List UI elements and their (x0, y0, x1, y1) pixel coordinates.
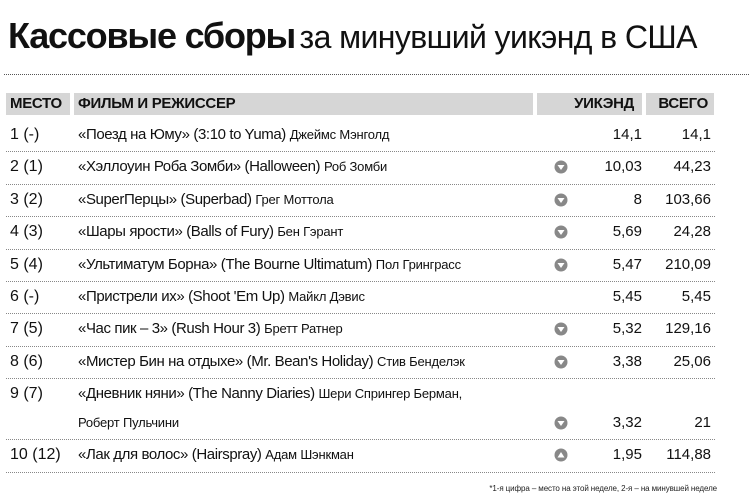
trend-down-icon (554, 225, 568, 239)
trend-down-icon (554, 160, 568, 174)
film-director: Грег Моттола (255, 191, 334, 207)
film-director: Адам Шэнкман (265, 447, 354, 463)
header-film: ФИЛЬМ И РЕЖИССЕР (74, 93, 533, 115)
cell-place: 7 (5) (10, 320, 43, 338)
film-title: «Дневник няни» (The Nanny Diaries) (78, 385, 315, 403)
cell-total: 24,28 (673, 223, 711, 241)
header-place: МЕСТО (6, 93, 70, 115)
cell-total: 129,16 (665, 320, 711, 338)
cell-total: 44,23 (673, 158, 711, 176)
trend-down-icon (554, 355, 568, 369)
cell-film (78, 185, 548, 215)
title-bold: Кассовые сборы (8, 15, 296, 56)
table-row (6, 379, 715, 440)
table-row (6, 347, 715, 379)
cell-total: 5,45 (681, 287, 711, 305)
cell-film (78, 379, 548, 437)
table-row (6, 250, 715, 282)
table-body (0, 120, 753, 473)
cell-total: 210,09 (665, 255, 711, 273)
trend-down-icon (554, 193, 568, 207)
film-director: Роб Зомби (323, 159, 388, 175)
cell-film (78, 440, 548, 470)
trend-down-icon (554, 258, 568, 272)
cell-total: 14,1 (681, 126, 711, 143)
trend-down-icon (554, 322, 568, 336)
table-row (6, 185, 715, 217)
cell-weekend: 5,47 (612, 255, 642, 273)
film-director-continued: Роберт Пульчини (78, 415, 179, 431)
film-director: Джеймс Мэнголд (289, 127, 390, 142)
cell-weekend: 3,32 (612, 414, 642, 432)
cell-film (78, 217, 548, 247)
cell-film (78, 347, 548, 377)
film-director: Стив Бенделэк (377, 353, 465, 369)
film-director: Майкл Дэвис (288, 288, 365, 304)
film-title: «Пристрели их» (Shoot 'Em Up) (78, 287, 285, 305)
cell-place: 10 (12) (10, 446, 61, 464)
film-title: «Мистер Бин на отдыхе» (Mr. Bean's Holiday) (78, 352, 374, 370)
table-row (6, 152, 715, 184)
cell-weekend: 10,03 (604, 158, 642, 176)
film-title: «Ультиматум Борна» (The Bourne Ultimatum) (78, 255, 373, 273)
header-weekend: УИКЭНД (537, 93, 642, 115)
cell-weekend: 5,45 (612, 287, 642, 305)
cell-film (78, 250, 548, 280)
table-row (6, 314, 715, 346)
trend-up-icon (554, 448, 568, 462)
film-title: «Час пик – 3» (Rush Hour 3) (78, 320, 261, 338)
cell-film (78, 152, 548, 182)
cell-place: 9 (7) (10, 385, 43, 403)
cell-film (78, 314, 548, 344)
header-total: ВСЕГО (646, 93, 714, 115)
cell-place: 8 (6) (10, 352, 43, 370)
film-title: «Хэллоуин Роба Зомби» (Halloween) (78, 158, 321, 176)
film-title: «Шары ярости» (Balls of Fury) (78, 223, 274, 241)
cell-weekend: 1,95 (612, 446, 642, 464)
film-title: «Поезд на Юму» (3:10 to Yuma) (78, 126, 286, 143)
table-row (6, 440, 715, 472)
cell-total: 103,66 (665, 190, 711, 208)
cell-film (78, 282, 548, 312)
cell-place: 2 (1) (10, 158, 43, 176)
cell-place: 6 (-) (10, 287, 40, 305)
cell-weekend: 5,32 (612, 320, 642, 338)
page-title (8, 15, 697, 56)
cell-film (78, 120, 548, 150)
film-director: Пол Гринграсс (375, 256, 461, 272)
table-row (6, 120, 715, 152)
cell-total: 25,06 (673, 352, 711, 370)
cell-place: 3 (2) (10, 190, 43, 208)
film-title: «Лак для волос» (Hairspray) (78, 446, 262, 464)
title-light: за минувший уикэнд в США (299, 19, 697, 55)
cell-place: 1 (-) (10, 126, 40, 143)
table-row (6, 282, 715, 314)
cell-weekend: 5,69 (612, 223, 642, 241)
film-title: «SuperПерцы» (Superbad) (78, 190, 252, 208)
cell-total: 114,88 (666, 446, 711, 464)
footnote: *1-я цифра – место на этой неделе, 2-я – на минувшей неделе (489, 484, 717, 493)
cell-weekend: 3,38 (612, 352, 642, 370)
trend-down-icon (554, 416, 568, 430)
title-divider (4, 74, 749, 75)
cell-weekend: 8 (633, 190, 642, 208)
table-row (6, 217, 715, 249)
film-director: Шери Спрингер Берман, (318, 386, 463, 402)
cell-total: 21 (694, 414, 711, 432)
cell-place: 4 (3) (10, 223, 43, 241)
table-header (0, 93, 753, 115)
film-director: Бен Гэрант (277, 224, 344, 240)
film-director: Бретт Ратнер (264, 321, 343, 337)
cell-weekend: 14,1 (612, 126, 642, 143)
cell-place: 5 (4) (10, 255, 43, 273)
